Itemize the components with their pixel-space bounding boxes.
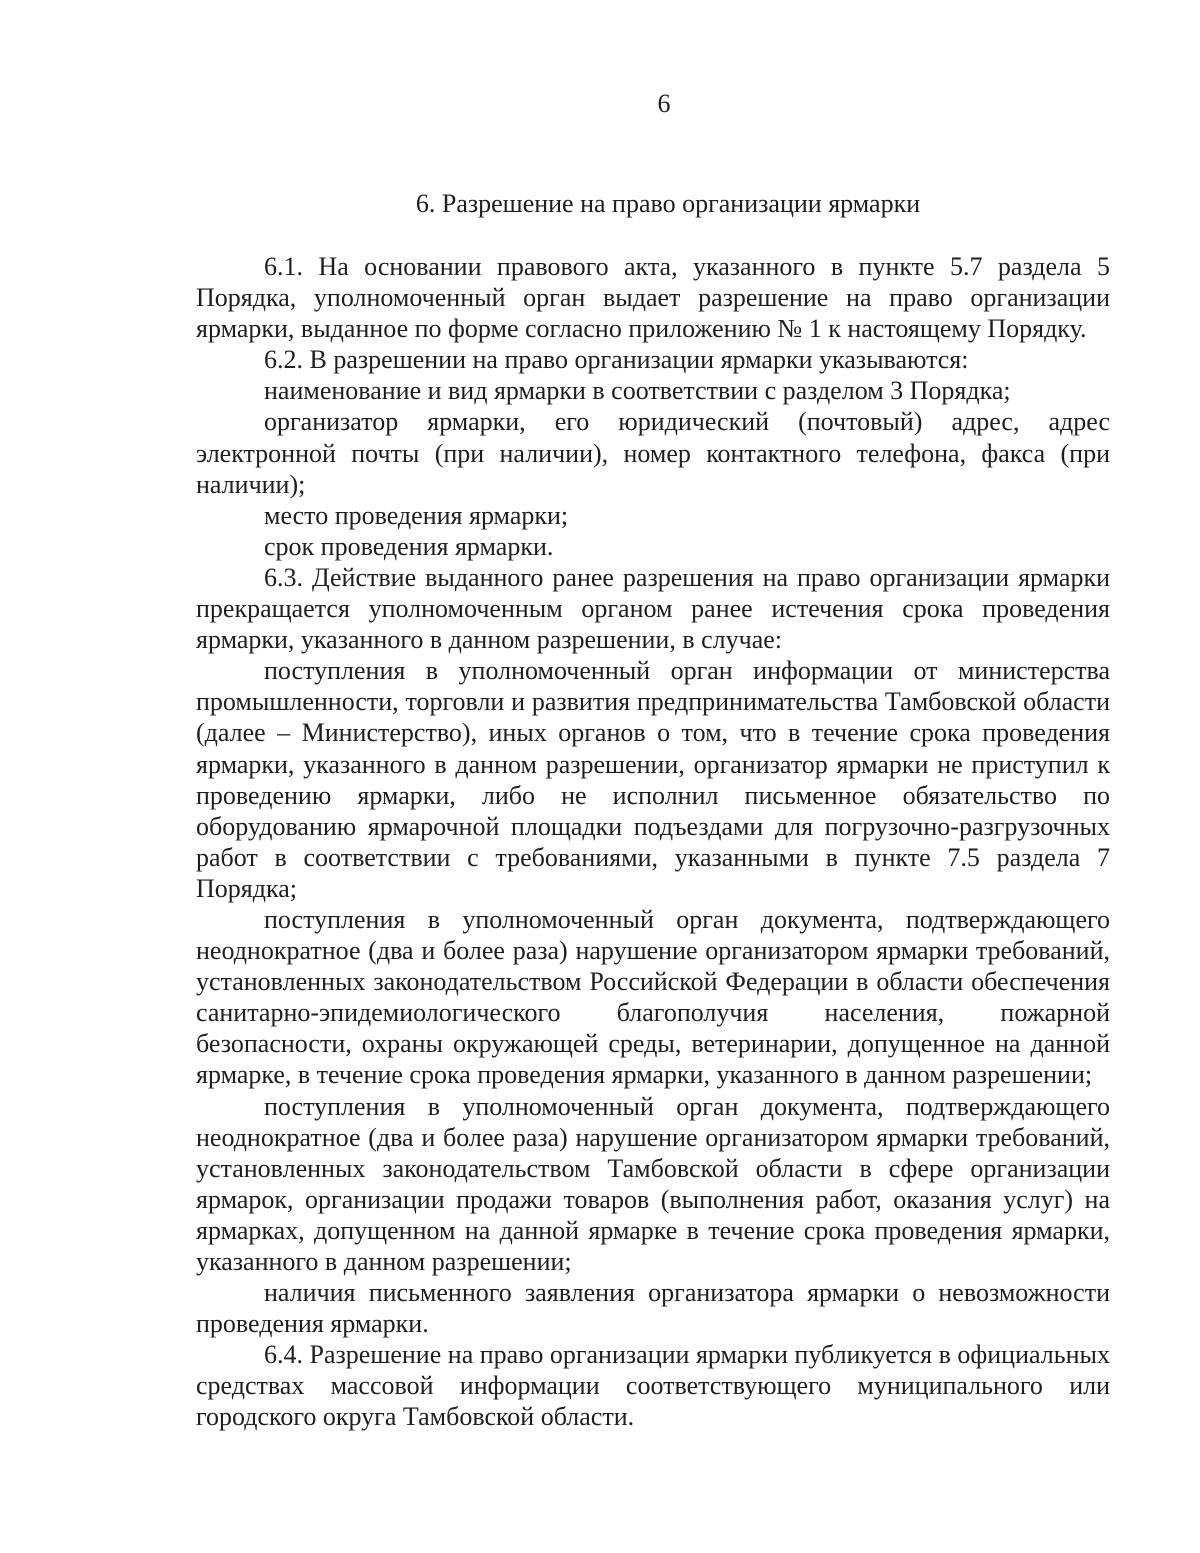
paragraph-6-4: 6.4. Разрешение на право организации ярмарки публикуется в официальных средствах массовой информации соответствующего муниципального или городского округа Тамбовской области. xyxy=(196,1340,1110,1432)
paragraph-6-1: 6.1. На основании правового акта, указанного в пункте 5.7 раздела 5 Порядка, уполномоченный орган выдает разрешение на право организации ярмарки, выданное по форме согласно приложению № 1 к настоящему Порядку. xyxy=(196,252,1110,344)
list-item-organizer-application: наличия письменного заявления организатора ярмарки о невозможности проведения ярмарки. xyxy=(196,1278,1110,1339)
paragraph-6-3: 6.3. Действие выданного ранее разрешения на право организации ярмарки прекращается уполномоченным органом ранее истечения срока проведения ярмарки, указанного в данном разрешении, в случае: xyxy=(196,562,1110,655)
list-item-ministry-information: поступления в уполномоченный орган информации от министерства промышленности, торговли и развития предпринимательства Тамбовской области (далее – Министерство), иных органов о том, что в течение срока проведения ярмарки, указанного в данном разрешении, организатор ярмарки не приступил к проведению ярмарки, либо не исполнил письменное обязательство по оборудованию ярмарочной площадки подъездами для погрузочно-разгрузочных работ в соответствии с требованиями, указанными в пункте 7.5 раздела 7 Порядка; xyxy=(196,656,1110,903)
page-number: 6 xyxy=(657,89,671,118)
section-title: 6. Разрешение на право организации ярмарки xyxy=(415,189,921,218)
paragraph-6-2: 6.2. В разрешении на право организации ярмарки указываются: xyxy=(264,345,969,375)
section-body xyxy=(196,251,1110,1433)
list-item-organizer: организатор ярмарки, его юридический (почтовый) адрес, адрес электронной почты (при наличии), номер контактного телефона, факса (при наличии); xyxy=(196,407,1110,499)
list-item-term: срок проведения ярмарки. xyxy=(264,531,554,561)
list-item-name-and-type: наименование и вид ярмарки в соответствии с разделом 3 Порядка; xyxy=(264,376,1011,406)
list-item-location: место проведения ярмарки; xyxy=(264,500,569,530)
list-item-regional-violations: поступления в уполномоченный орган документа, подтверждающего неоднократное (два и более раза) нарушение организатором ярмарки требований, установленных законодательством Тамбовской области в сфере организации ярмарок, организации продажи товаров (выполнения работ, оказания услуг) на ярмарках, допущенном на данной ярмарке в течение срока проведения ярмарки, указанного в данном разрешении; xyxy=(196,1091,1110,1276)
list-item-federal-violations: поступления в уполномоченный орган документа, подтверждающего неоднократное (два и более раза) нарушение организатором ярмарки требований, установленных законодательством Российской Федерации в области обеспечения санитарно-эпидемиологического благополучия населения, пожарной безопасности, охраны окружающей среды, ветеринарии, допущенное на данной ярмарке, в течение срока проведения ярмарки, указанного в данном разрешении; xyxy=(196,904,1110,1090)
